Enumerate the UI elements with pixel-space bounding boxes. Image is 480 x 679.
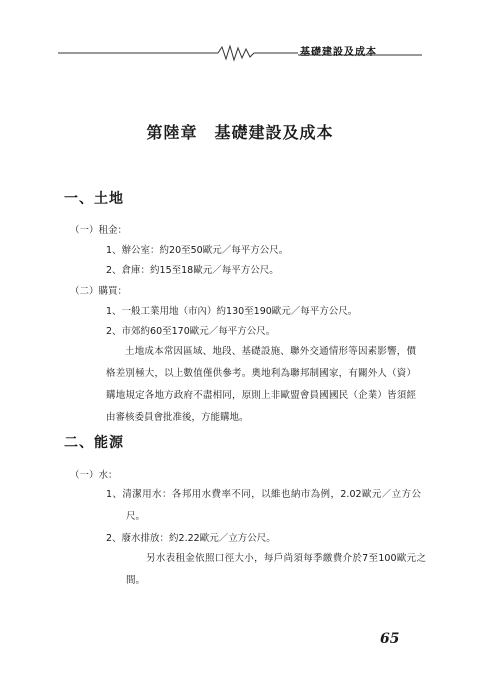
list-item: 1、辦公室：約20至50歐元／每平方公尺。 [106, 245, 289, 256]
list-item: 2、廢水排放：約2.22歐元／立方公尺。 [106, 533, 276, 544]
header-title: 基礎建設及成本 [300, 47, 377, 58]
subsection-label-rent: （一）租金： [70, 225, 128, 236]
list-item: 1、清潔用水：各邦用水費率不同，以維也納市為例，2.02歐元／立方公尺。 [106, 489, 421, 522]
list-item: 1、一般工業用地（市內）約130至190歐元／每平方公尺。 [106, 306, 358, 317]
subsection-label-water: （一）水： [70, 470, 118, 481]
section-heading-energy: 二、能源 [64, 435, 124, 451]
paragraph-land-notes: 土地成本常因區域、地段、基礎設施、聯外交通情形等因素影響，價格差別極大，以上數值僅供參考。奧地利為聯邦制國家，有關外人（資）購地規定各地方政府不盡相同，原則上非歐盟會員國國民（企業）皆須經由審核委員會批准後，方能購地。 [106, 346, 416, 423]
page-number: 65 [380, 631, 400, 647]
section-heading-land: 一、土地 [64, 191, 124, 207]
chapter-title: 第陸章 基礎建設及成本 [146, 123, 334, 142]
subsection-label-purchase: （二）購買： [70, 286, 128, 297]
list-item: 2、倉庫：約15至18歐元／每平方公尺。 [106, 265, 279, 276]
paragraph-water-meter: 另水表租金依照口徑大小，每戶尚須每季繳費介於7至100歐元之間。 [126, 553, 426, 586]
list-item: 2、市郊約60至170歐元／每平方公尺。 [106, 326, 276, 337]
